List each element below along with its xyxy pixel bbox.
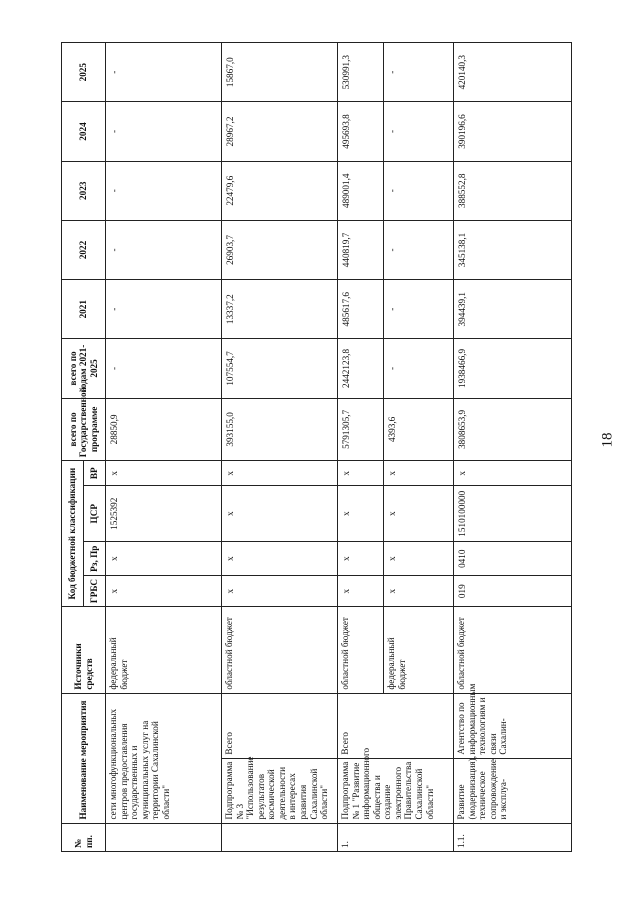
cell-2023: 388552,8 <box>454 161 572 220</box>
header-year-2025: 2025 <box>62 43 106 102</box>
cell-csr: 1525392 <box>106 486 222 542</box>
cell-total-program: 4393,6 <box>384 398 454 461</box>
cell-total-years: - <box>106 339 222 398</box>
cell-2023: - <box>384 161 454 220</box>
cell-exec: Всего <box>222 693 338 758</box>
cell-2024: - <box>384 102 454 161</box>
table-row <box>106 43 222 852</box>
cell-2025: 15867,0 <box>222 43 338 102</box>
header-source: Источники средств <box>62 607 106 694</box>
cell-2024: 495693,8 <box>338 102 384 161</box>
cell-source: федеральный бюджет <box>384 607 454 694</box>
cell-total-years: 2442123,8 <box>338 339 384 398</box>
cell-num <box>222 823 338 851</box>
cell-2023: 489001,4 <box>338 161 384 220</box>
header-rzpr: Рз, Пр <box>84 542 106 576</box>
cell-2021: 394439,1 <box>454 280 572 339</box>
cell-exec: Агентство по информационным технологиям и связи Сахалин- <box>454 693 572 758</box>
cell-2021: 485617,6 <box>338 280 384 339</box>
cell-grbs: x <box>338 576 384 607</box>
cell-csr: x <box>338 486 384 542</box>
cell-rzpr: x <box>384 542 454 576</box>
cell-vr: x <box>106 461 222 486</box>
cell-2024: - <box>106 102 222 161</box>
cell-2022: - <box>106 220 222 279</box>
header-name: Наименование мероприятия <box>62 693 106 823</box>
budget-table <box>61 42 572 852</box>
cell-rzpr: x <box>222 542 338 576</box>
cell-grbs: 019 <box>454 576 572 607</box>
cell-source: федеральный бюджет <box>106 607 222 694</box>
cell-name: Подпрограмма № 1 "Развитие информационного общества и создание электронного Правительства Сахалинской области" <box>338 758 454 823</box>
header-total-program: всего по Государственной программе <box>62 398 106 461</box>
cell-name: Подпрограмма № 3 "Использование результатов космической деятельности в интересах развития Сахалинской области" <box>222 758 338 823</box>
cell-rzpr: x <box>338 542 384 576</box>
cell-2021: - <box>106 280 222 339</box>
table-row <box>222 43 338 852</box>
rotated-table-container <box>61 42 571 852</box>
header-grbs: ГРБС <box>84 576 106 607</box>
cell-2025: 420140,3 <box>454 43 572 102</box>
header-year-2024: 2024 <box>62 102 106 161</box>
cell-num: 1. <box>338 823 454 851</box>
cell-2022: 26903,7 <box>222 220 338 279</box>
cell-2022: - <box>384 220 454 279</box>
cell-csr: x <box>222 486 338 542</box>
header-num: № пп. <box>62 823 106 851</box>
cell-total-years: 1938466,9 <box>454 339 572 398</box>
cell-vr: x <box>338 461 384 486</box>
cell-vr: x <box>384 461 454 486</box>
cell-2024: 390196,6 <box>454 102 572 161</box>
cell-vr: x <box>454 461 572 486</box>
cell-total-program: 3808653,9 <box>454 398 572 461</box>
table-row <box>454 43 572 852</box>
header-csr: ЦСР <box>84 486 106 542</box>
cell-grbs: x <box>106 576 222 607</box>
header-year-2022: 2022 <box>62 220 106 279</box>
cell-2023: - <box>106 161 222 220</box>
cell-vr: x <box>222 461 338 486</box>
cell-grbs: x <box>222 576 338 607</box>
cell-2025: 530991,3 <box>338 43 384 102</box>
cell-exec: Всего <box>338 693 454 758</box>
cell-2022: 345138,1 <box>454 220 572 279</box>
cell-csr: 1510100000 <box>454 486 572 542</box>
header-year-2021: 2021 <box>62 280 106 339</box>
cell-total-years: 107554,7 <box>222 339 338 398</box>
cell-num <box>106 823 222 851</box>
cell-2024: 28967,2 <box>222 102 338 161</box>
cell-2021: - <box>384 280 454 339</box>
cell-2025: - <box>384 43 454 102</box>
cell-source: областной бюджет <box>338 607 384 694</box>
header-total-years: всего по годам 2021-2025 <box>62 339 106 398</box>
cell-source: областной бюджет <box>454 607 572 694</box>
cell-2025: - <box>106 43 222 102</box>
cell-name: Развитие (модернизация), техническое сопровождение и эксплуа- <box>454 758 572 823</box>
cell-total-years: - <box>384 339 454 398</box>
cell-rzpr: 0410 <box>454 542 572 576</box>
header-year-2023: 2023 <box>62 161 106 220</box>
header-vr: ВР <box>84 461 106 486</box>
header-budget-code: Код бюджетной классификации <box>62 461 84 607</box>
cell-total-program: 28850,9 <box>106 398 222 461</box>
table-row <box>338 43 384 852</box>
cell-2021: 13337,2 <box>222 280 338 339</box>
cell-2022: 440819,7 <box>338 220 384 279</box>
cell-csr: x <box>384 486 454 542</box>
cell-grbs: x <box>384 576 454 607</box>
cell-num: 1.1. <box>454 823 572 851</box>
page-number: 18 <box>599 432 616 448</box>
cell-source: областной бюджет <box>222 607 338 694</box>
cell-total-program: 393155,0 <box>222 398 338 461</box>
cell-rzpr: x <box>106 542 222 576</box>
cell-2023: 22479,6 <box>222 161 338 220</box>
cell-name: сети многофункциональных центров предоставления государственных и муниципальных услуг на территории Сахалинской области" <box>106 693 222 823</box>
cell-total-program: 5791305,7 <box>338 398 384 461</box>
